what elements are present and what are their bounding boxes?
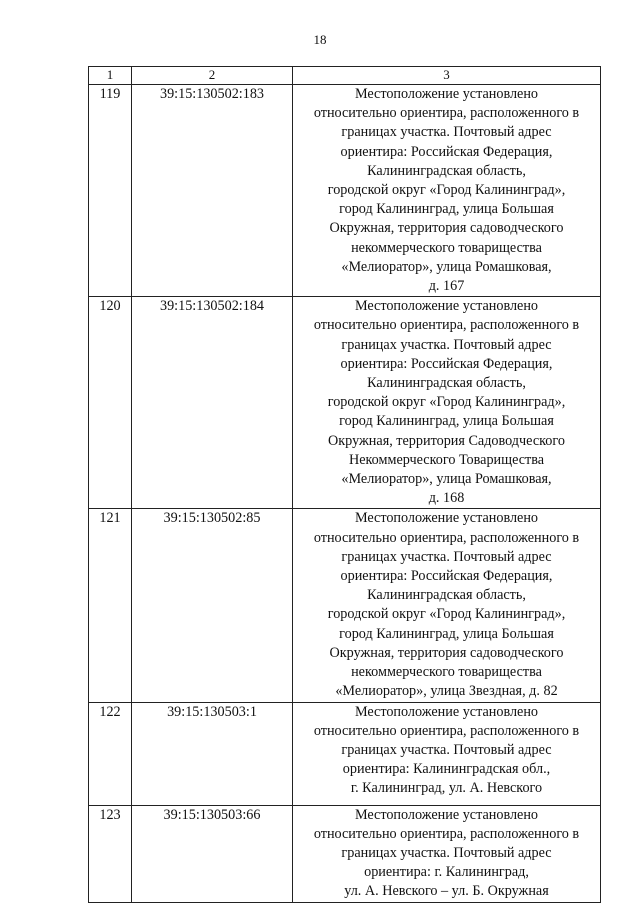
location-line: относительно ориентира, расположенного в bbox=[313, 529, 580, 546]
row-number: 119 bbox=[89, 85, 132, 297]
location-line: некоммерческого товарищества bbox=[351, 664, 542, 681]
row-number: 123 bbox=[89, 805, 132, 902]
table-row bbox=[89, 297, 601, 509]
location-line: город Калининград, улица Большая bbox=[339, 625, 554, 642]
location-line: границах участка. Почтовый адрес bbox=[341, 844, 552, 861]
location-line: «Мелиоратор», улица Ромашковая, bbox=[341, 471, 552, 488]
land-plots-table bbox=[88, 66, 601, 903]
row-number: 121 bbox=[89, 509, 132, 702]
location-line: Местоположение установлено bbox=[354, 806, 539, 823]
location-line: ориентира: Российская Федерация, bbox=[340, 355, 553, 372]
location-description bbox=[293, 85, 601, 297]
table-row bbox=[89, 85, 601, 297]
location-line: Некоммерческого Товарищества bbox=[348, 451, 545, 468]
column-header-cadastral: 2 bbox=[132, 67, 293, 85]
location-line: г. Калининград, ул. А. Невского bbox=[350, 780, 543, 797]
location-line: ориентира: г. Калининград, bbox=[364, 864, 529, 881]
column-header-location: 3 bbox=[293, 67, 601, 85]
cadastral-number: 39:15:130503:1 bbox=[132, 702, 293, 805]
location-line: относительно ориентира, расположенного в bbox=[313, 317, 580, 334]
location-line: границах участка. Почтовый адрес bbox=[341, 548, 552, 565]
location-line: ул. А. Невского – ул. Б. Окружная bbox=[344, 883, 549, 900]
table-row bbox=[89, 702, 601, 805]
location-line: Калининградская область, bbox=[367, 375, 526, 392]
table-row bbox=[89, 509, 601, 702]
location-line: город Калининград, улица Большая bbox=[339, 413, 554, 430]
cadastral-number: 39:15:130502:85 bbox=[132, 509, 293, 702]
location-line: Окружная, территория Садоводческого bbox=[328, 432, 565, 449]
column-header-number: 1 bbox=[89, 67, 132, 85]
location-line: Калининградская область, bbox=[367, 587, 526, 604]
location-description bbox=[293, 509, 601, 702]
location-description bbox=[293, 297, 601, 509]
location-line: ориентира: Российская Федерация, bbox=[340, 568, 553, 585]
location-line: Местоположение установлено bbox=[354, 298, 539, 315]
location-line: относительно ориентира, расположенного в bbox=[313, 825, 580, 842]
location-line: Местоположение установлено bbox=[354, 703, 539, 720]
location-line: Калининградская область, bbox=[367, 162, 526, 179]
page-number: 18 bbox=[313, 32, 327, 47]
location-description bbox=[293, 805, 601, 902]
location-line: «Мелиоратор», улица Звездная, д. 82 bbox=[335, 683, 558, 700]
cadastral-number: 39:15:130502:183 bbox=[132, 85, 293, 297]
row-number: 122 bbox=[89, 702, 132, 805]
location-line: ориентира: Российская Федерация, bbox=[340, 143, 553, 160]
location-line: ориентира: Калининградская обл., bbox=[342, 761, 551, 778]
location-line: относительно ориентира, расположенного в bbox=[313, 105, 580, 122]
location-line: «Мелиоратор», улица Ромашковая, bbox=[341, 258, 552, 275]
row-number: 120 bbox=[89, 297, 132, 509]
location-line: д. 167 bbox=[428, 278, 465, 295]
location-line: относительно ориентира, расположенного в bbox=[313, 722, 580, 739]
cadastral-number: 39:15:130502:184 bbox=[132, 297, 293, 509]
table-header-row bbox=[89, 67, 601, 85]
location-line: городской округ «Город Калининград», bbox=[327, 394, 566, 411]
location-description bbox=[293, 702, 601, 805]
location-line: границах участка. Почтовый адрес bbox=[341, 124, 552, 141]
table-row bbox=[89, 805, 601, 902]
location-line: городской округ «Город Калининград», bbox=[327, 606, 566, 623]
location-line: городской округ «Город Калининград», bbox=[327, 182, 566, 199]
location-line: Окружная, территория садоводческого bbox=[329, 644, 564, 661]
cadastral-number: 39:15:130503:66 bbox=[132, 805, 293, 902]
location-line: Местоположение установлено bbox=[354, 86, 539, 102]
location-line: границах участка. Почтовый адрес bbox=[341, 336, 552, 353]
location-line: город Калининград, улица Большая bbox=[339, 201, 554, 218]
location-line: некоммерческого товарищества bbox=[351, 239, 542, 256]
location-line: д. 168 bbox=[428, 490, 465, 507]
location-line: границах участка. Почтовый адрес bbox=[341, 741, 552, 758]
location-line: Местоположение установлено bbox=[354, 510, 539, 527]
location-line: Окружная, территория садоводческого bbox=[329, 220, 564, 237]
